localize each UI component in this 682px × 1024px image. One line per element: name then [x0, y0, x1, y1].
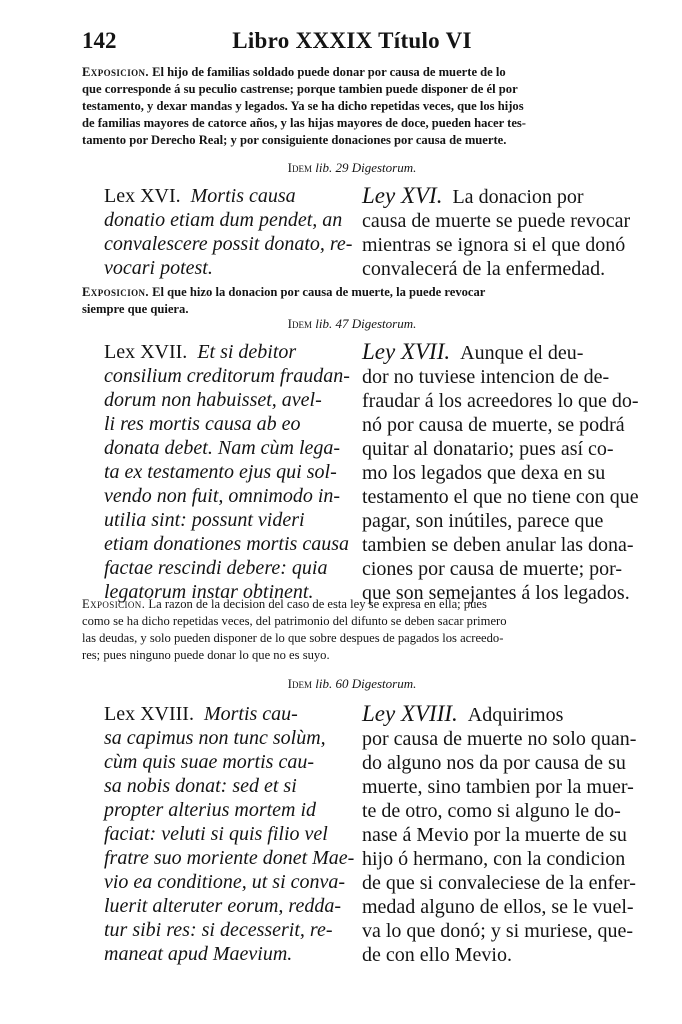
latin-text-lex-16: Lex XVI. Mortis causa donatio etiam dum pendet, an convalescere possit donato, re- vocari potest. — [104, 185, 353, 279]
ley-heading: Ley XVIII. — [362, 701, 458, 726]
ley-heading: Ley XVI. — [362, 183, 443, 208]
ley-heading: Ley XVII. — [362, 339, 451, 364]
exposition-line: de familias mayores de catorce años, y las hijas mayores de doce, pueden hacer tes- — [82, 116, 527, 130]
spanish-text-ley-18: Ley XVIII. Adquirimos por causa de muerte no solo quan- do alguno nos da por causa de su muerte, sino tambien por la muer- te de otro, como si alguno le do- nase á Mevio por la muerte de su hijo ó hermano, con la condicion de que si convaleciese de la enfer- medad alguno de ellos, se le vuel- va lo que donó; y si muriese, que- de con ello Mevio. — [362, 701, 637, 966]
exposition-block-2: Exposicion. El que hizo la donacion por causa de muerte, la puede revocar siempre que quiera. — [82, 285, 486, 316]
source-reference-2: Idem lib. 47 Digestorum. — [287, 316, 417, 331]
lex-heading: Lex XVIII. — [104, 703, 194, 725]
source-reference-1: Idem lib. 29 Digestorum. — [287, 160, 417, 175]
spanish-text-ley-16: Ley XVI. La donacion por causa de muerte se puede revocar mientras se ignora si el que donó convalecerá de la enfermedad. — [362, 183, 631, 280]
exposition-block-1 — [82, 64, 622, 149]
exposition-block-3: Exposicion. La razon de la decision del caso de esta ley se expresa en ella; pues como se ha dicho repetidas veces, del patrimonio del difunto se deben sacar primero las deudas, y solo pueden disponer de lo que sobre despues de pagados los acreedo- res; pues ninguno puede donar lo que no es suyo. — [82, 597, 507, 662]
latin-text-lex-18: Lex XVIII. Mortis cau- sa capimus non tunc solùm, cùm quis suae mortis cau- sa nobis donat: sed et si propter alterius mortem id faciat: veluti si quis filio vel fratre suo moriente donet Mae- vio ea conditione, ut si conva- luerit alteruter eorum, redda- tur sibi res: si decesserit, re- maneat apud Maevium. — [104, 703, 355, 965]
exposition-label: Exposicion. — [82, 597, 146, 611]
source-reference-3: Idem lib. 60 Digestorum. — [287, 676, 417, 691]
exposition-line: que corresponde á su peculio castrense; porque tambien puede disponer de él por — [82, 82, 518, 96]
latin-text-lex-17: Lex XVII. Et si debitor consilium creditorum fraudan- dorum non habuisset, avel- li res mortis causa ab eo donata debet. Nam cùm lega- ta ex testamento ejus qui sol- vendo non fuit, omnimodo in- utilia sint: possunt videri etiam donationes mortis causa factae rescindi debere: quia legatorum instar obtinent. — [104, 341, 350, 603]
page-number: 142 — [82, 28, 117, 53]
exposition-line: tamento por Derecho Real; y por consiguiente donaciones por causa de muerte. — [82, 133, 507, 147]
exposition-line: Exposicion. El hijo de familias soldado puede donar por causa de muerte de lo — [82, 65, 506, 79]
exposition-label: Exposicion. — [82, 285, 149, 299]
lex-heading: Lex XVI. — [104, 185, 181, 207]
spanish-text-ley-17: Ley XVII. Aunque el deu- dor no tuviese intencion de de- fraudar á los acreedores lo que do- nó por causa de muerte, se podrá quitar al donatario; pues así co- mo los legados que dexa en su testamento el que no tiene con que pagar, son inútiles, parece que tambien se deben anular las dona- ciones por causa de muerte; por- que son semejantes á los legados. — [362, 339, 639, 604]
running-title: Libro XXXIX Título VI — [232, 28, 472, 53]
lex-heading: Lex XVII. — [104, 341, 188, 363]
exposition-label: Exposicion. — [82, 65, 149, 79]
page-header — [82, 28, 622, 56]
exposition-line: testamento, y dexar mandas y legados. Ya se ha dicho repetidas veces, que los hijos — [82, 99, 524, 113]
